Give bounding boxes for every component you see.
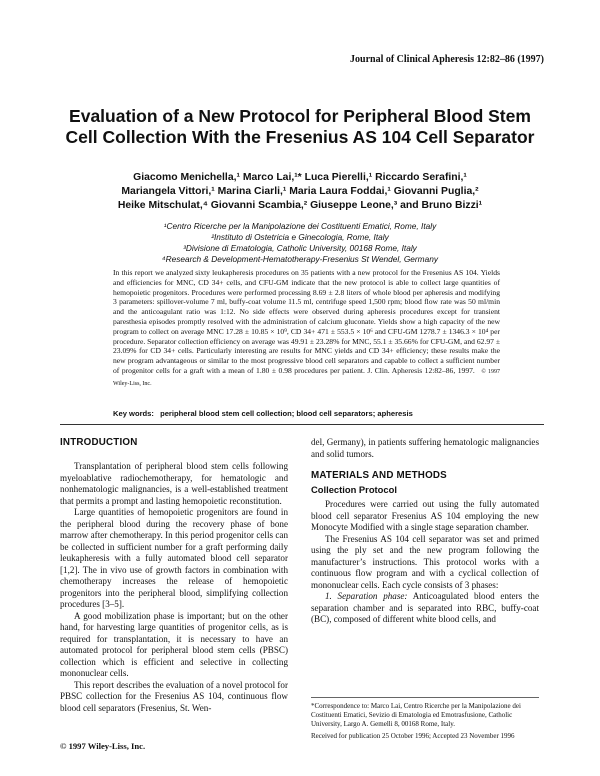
affiliation: ¹Centro Ricerche per la Manipolazione dei Costituenti Ematici, Rome, Italy bbox=[163, 221, 437, 231]
section-divider bbox=[60, 424, 544, 425]
keywords-text: peripheral blood stem cell collection; blood cell separators; apheresis bbox=[160, 409, 413, 418]
footnotes bbox=[311, 702, 539, 741]
section-heading-introduction: INTRODUCTION bbox=[60, 437, 138, 448]
keywords-label: Key words: bbox=[113, 409, 154, 418]
subsection-heading: Collection Protocol bbox=[311, 484, 397, 495]
affiliation-list bbox=[70, 221, 530, 265]
phase-label: 1. Separation phase: bbox=[325, 591, 408, 601]
journal-citation: Journal of Clinical Apheresis 12:82–86 (1997) bbox=[350, 54, 544, 65]
author-line: Heike Mitschulat,⁴ Giovanni Scambia,² Giuseppe Leone,³ and Bruno Bizzi¹ bbox=[117, 200, 483, 211]
abstract bbox=[113, 268, 500, 390]
paragraph: The Fresenius AS 104 cell separator was set and primed using the ply set and the new program following the manufacturer’s instructions. This protocol works with a continuous flow program and with a cyclical collection of mononuclear cells. Each cycle consists of 3 phases: bbox=[311, 533, 539, 590]
paragraph: Large quantities of hemopoietic progenitors are found in the peripheral blood during the recovery phase of bone marrow after chemotherapy. In this period progenitor cells can be collected in sufficient number for a graft performing daily leukapheresis with a fully automated blood cell separator [1,2]. The in vivo use of growth factors in combination with chemotherapy increases the release of hemopoietic progenitors into the peripheral blood, simplifying collection procedures [3–5]. bbox=[60, 507, 288, 609]
affiliation: ³Divisione di Ematologia, Catholic University, 00168 Rome, Italy bbox=[183, 243, 417, 253]
phase-text: Anticoagulated blood enters the separation chamber and is separated into RBC, buffy-coat (BC), composed of different white blood cells, and bbox=[311, 591, 539, 624]
paragraph: A good mobilization phase is important; but on the other hand, for harvesting large quantities of progenitor cells, as is required for transplantation, it is necessary to have an automated protocol for peripheral blood stem cells (PBSC) collection which is efficient and selective in collecting mononuclear cells. bbox=[60, 610, 288, 678]
paragraph bbox=[311, 591, 539, 626]
paragraph-continuation: del, Germany), in patients suffering hematologic malignancies and solid tumors. bbox=[311, 437, 539, 459]
paragraph: Procedures were carried out using the fully automated blood cell separator Fresenius AS 104 employing the new Monocyte Modified with a single stage separation chamber. bbox=[311, 499, 539, 532]
page-copyright: © 1997 Wiley-Liss, Inc. bbox=[60, 741, 146, 751]
footnote-divider bbox=[311, 697, 539, 698]
author-line: Mariangela Vittori,¹ Marina Ciarli,¹ Maria Laura Foddai,¹ Giovanni Puglia,² bbox=[121, 186, 479, 197]
left-column bbox=[60, 437, 288, 714]
received-note: Received for publication 25 October 1996; Accepted 23 November 1996 bbox=[311, 732, 515, 740]
author-line: Giacomo Menichella,¹ Marco Lai,¹* Luca Pierelli,¹ Riccardo Serafini,¹ bbox=[133, 172, 467, 183]
affiliation: ²Instituto di Ostetricia e Ginecologia, Rome, Italy bbox=[211, 232, 389, 242]
section-heading-materials-methods: MATERIALS AND METHODS bbox=[311, 470, 447, 481]
keywords bbox=[113, 409, 500, 418]
abstract-copyright: © 1997 Wiley-Liss, Inc. bbox=[113, 368, 500, 387]
affiliation: ⁴Research & Development-Hematotherapy-Fresenius St Wendel, Germany bbox=[162, 254, 438, 264]
correspondence-note: *Correspondence to: Marco Lai, Centro Ricerche per la Manipolazione dei Costituenti Ematici, Sevizio di Ematologia ed Emotrasfusione, Catholic University, Largo A. Gemelli 8, 00168 Rome, Italy. bbox=[311, 702, 521, 728]
abstract-text: In this report we analyzed sixty leukapheresis procedures on 35 patients with a new protocol for the Fresenius AS 104. Yields and efficiencies for MNC, CD 34+ cells, and CFU-GM indicate that the new protocol is able to collect large quantities of hemopoietic progenitors. Procedures were performed processing 8.69 ± 2.8 liters of whole blood per apheresis and modifying 3 parameters: spillover-volume 7 ml, buffy-coat volume 11.5 ml, centrifuge speed 1,500 rpm; blood flow rate was 50 ml/min and the anticoagulant ratio was 1:12. No side effects were observed during apheresis procedures except for transient paresthesia episodes promptly resolved with the administration of calcium gluconate. Yields show a high capacity of the new program to collect on average MNC 17.28 ± 10.85 × 10⁹, CD 34+ 471 ± 553.5 × 10⁶ and CFU-GM 1278.7 ± 1346.3 × 10⁴ per procedure. Separator collection efficiency on average was 49.91 ± 23.28% for MNC, 55.1 ± 35.66% for CFU-GM, and 62.97 ± 23.09% for CD 34+ cells. Particularly interesting are results for MNC yields and CD 34+ efficiency; these results make the new program advantageous or similar to the most progressive blood cell separators and capable to collect a sufficient number of progenitor cells for a graft with a mean of 1.80 ± 0.98 procedures per patient. J. Clin. Apheresis 12:82–86, 1997. bbox=[113, 268, 500, 375]
right-column bbox=[311, 437, 539, 626]
article-title: Evaluation of a New Protocol for Peripheral Blood Stem Cell Collection With the Fresenius AS 104 Cell Separator bbox=[65, 106, 535, 147]
paragraph: Transplantation of peripheral blood stem cells following myeloablative radiochemotherapy, for hematologic and nonhematologic malignancies, is a well-established treatment that permits a prompt and lasting hemopoietic reconstitution. bbox=[60, 461, 288, 506]
author-list bbox=[70, 171, 530, 213]
paragraph: This report describes the evaluation of a novel protocol for PBSC collection for the Fresenius AS 104, continuous flow blood cell separators (Fresenius, St. Wen- bbox=[60, 679, 288, 713]
